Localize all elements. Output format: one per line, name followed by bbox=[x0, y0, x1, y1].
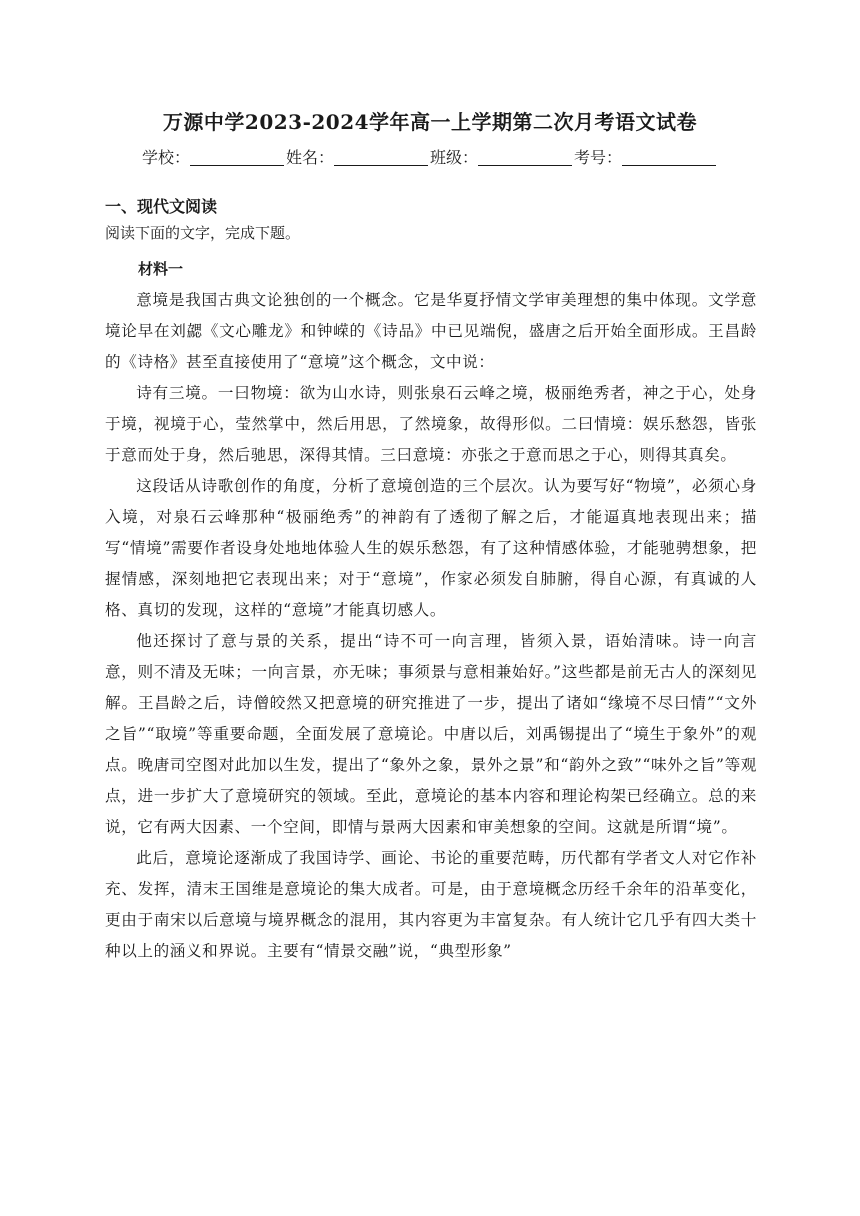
name-field bbox=[286, 145, 430, 171]
class-blank[interactable] bbox=[478, 147, 572, 166]
paragraph: 意境是我国古典文论独创的一个概念。它是华夏抒情文学审美理想的集中体现。文学意境论早在刘勰《文心雕龙》和钟嵘的《诗品》中已见端倪，盛唐之后开始全面形成。王昌龄的《诗格》甚至直接使用了“意境”这个概念，文中说： bbox=[105, 291, 757, 371]
paragraph: 此后，意境论逐渐成了我国诗学、画论、书论的重要范畴，历代都有学者文人对它作补充、发挥，清末王国维是意境论的集大成者。可是，由于意境概念历经千余年的沿革变化，更由于南宋以后意境与境界概念的混用，其内容更为丰富复杂。有人统计它几乎有四大类十种以上的涵义和界说。主要有“情景交融”说，“典型形象” bbox=[105, 849, 757, 960]
section-heading: 一、现代文阅读 bbox=[105, 197, 218, 216]
name-blank[interactable] bbox=[334, 147, 428, 166]
paragraph: 诗有三境。一曰物境：欲为山水诗，则张泉石云峰之境，极丽绝秀者，神之于心，处身于境，视境于心，莹然掌中，然后用思，了然境象，故得形似。二曰情境：娱乐愁怨，皆张于意而处于身，然后驰思，深得其情。三曰意境：亦张之于意而思之于心，则得其真矣。 bbox=[105, 384, 757, 464]
material-label: 材料一 bbox=[138, 260, 184, 278]
name-label: 姓名： bbox=[285, 148, 334, 167]
paragraph: 他还探讨了意与景的关系，提出“诗不可一向言理，皆须入景，语始清味。诗一向言意，则不清及无味；一向言景，亦无味；事须景与意相兼始好。”这些都是前无古人的深刻见解。王昌龄之后，诗僧皎然又把意境的研究推进了一步，提出了诸如“缘境不尽曰情”“文外之旨”“取境”等重要命题，全面发展了意境论。中唐以后，刘禹锡提出了“境生于象外”的观点。晚唐司空图对此加以生发，提出了“象外之象，景外之景”和“韵外之致”“味外之旨”等观点，进一步扩大了意境研究的领域。至此，意境论的基本内容和理论构架已经确立。总的来说，它有两大因素、一个空间，即情与景两大因素和审美想象的空间。这就是所谓“境”。 bbox=[105, 632, 757, 836]
school-blank[interactable] bbox=[190, 147, 284, 166]
class-field bbox=[430, 145, 574, 171]
reading-instruction: 阅读下面的文字，完成下题。 bbox=[105, 224, 301, 242]
exam-number-label: 考号： bbox=[574, 148, 623, 167]
exam-number-field bbox=[574, 145, 718, 171]
exam-number-blank[interactable] bbox=[622, 147, 716, 166]
school-label: 学校： bbox=[141, 148, 190, 167]
exam-title: 万源中学2023-2024学年高一上学期第二次月考语文试卷 bbox=[162, 110, 698, 134]
student-info-line bbox=[0, 145, 860, 171]
reading-passage bbox=[105, 285, 757, 967]
school-field bbox=[142, 145, 286, 171]
class-label: 班级： bbox=[430, 148, 479, 167]
paragraph: 这段话从诗歌创作的角度，分析了意境创造的三个层次。认为要写好“物境”，必须心身入境，对泉石云峰那种“极丽绝秀”的神韵有了透彻了解之后，才能逼真地表现出来；描写“情境”需要作者设身处地地体验人生的娱乐愁怨，有了这种情感体验，才能驰骋想象，把握情感，深刻地把它表现出来；对于“意境”，作家必须发自肺腑，得自心源，有真诚的人格、真切的发现，这样的“意境”才能真切感人。 bbox=[105, 477, 757, 619]
